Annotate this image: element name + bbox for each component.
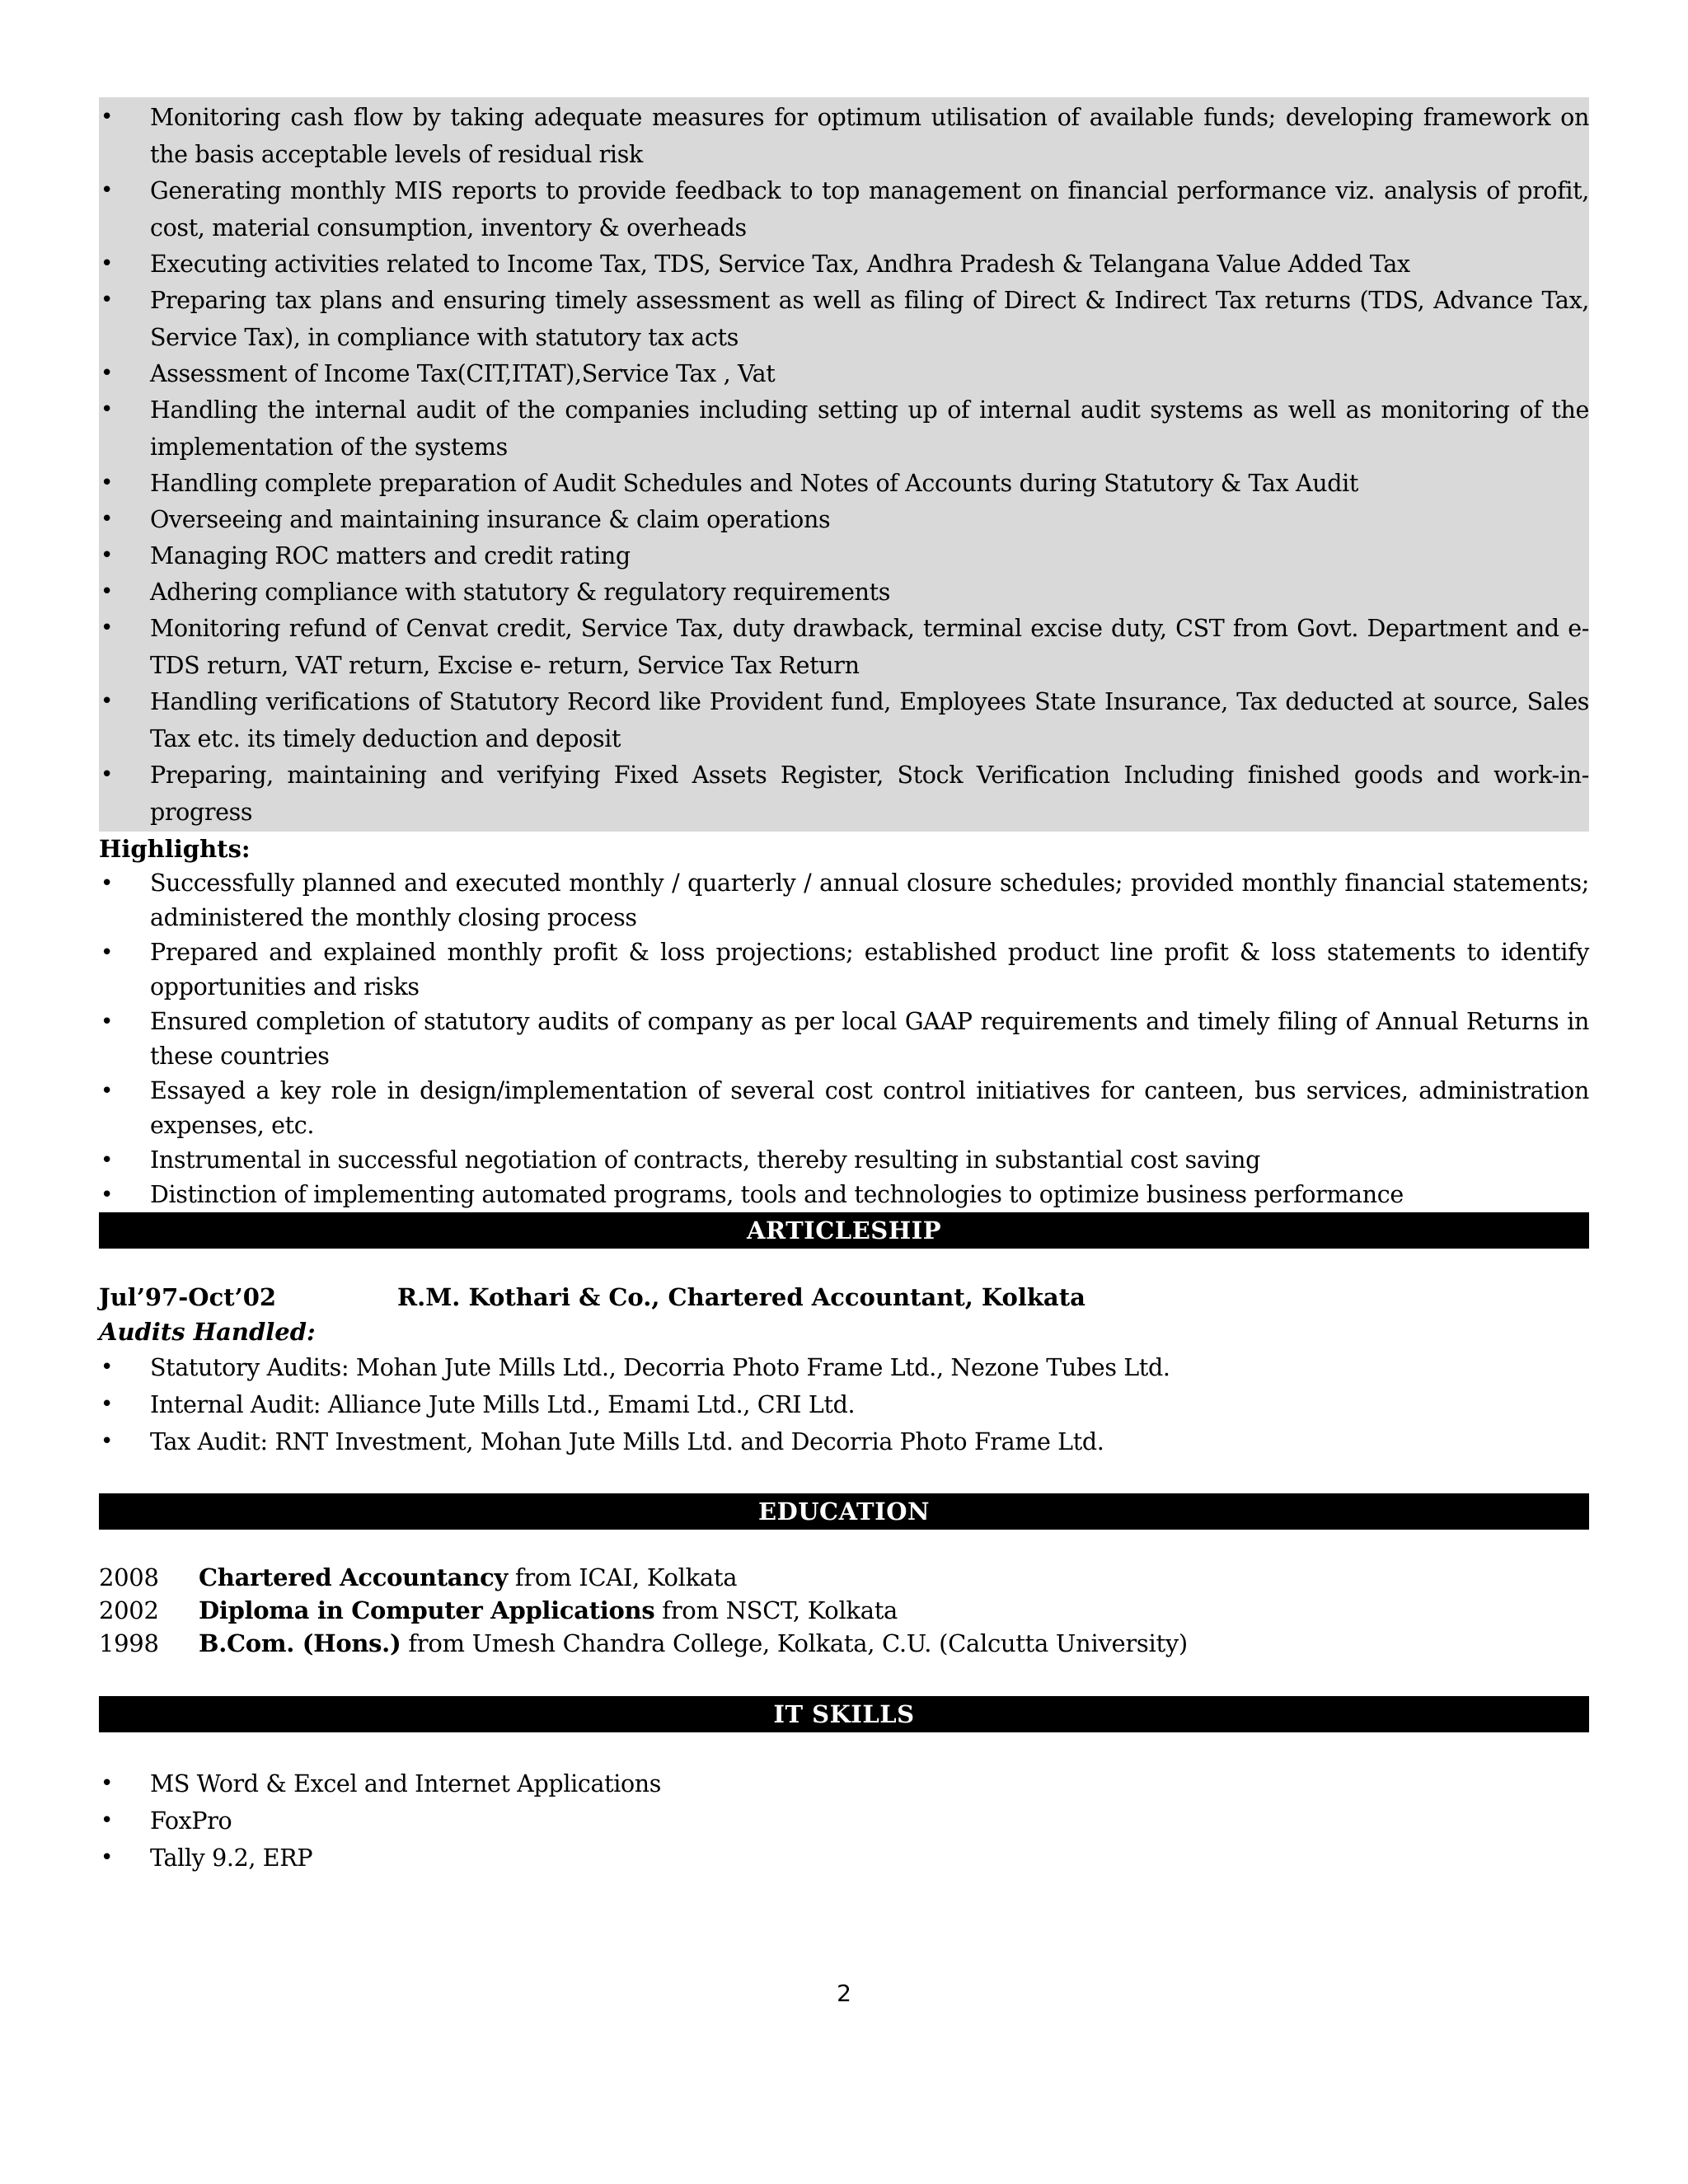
bullet-icon: •: [101, 1392, 113, 1417]
resume-page: [99, 97, 1589, 1877]
bullet-icon: •: [101, 471, 113, 495]
it-skills-list: [99, 1765, 1589, 1877]
bullet-icon: •: [101, 1355, 113, 1380]
list-item: • Handling complete preparation of Audit Schedules and Notes of Accounts during Statutory & Tax Audit: [99, 465, 1589, 502]
page-number: 2: [837, 1980, 851, 2007]
list-item: • Tally 9.2, ERP: [99, 1840, 1589, 1877]
list-item: • Successfully planned and executed monthly / quarterly / annual closure schedules; provided monthly financial statements; administered the monthly closing process: [99, 866, 1589, 935]
bullet-icon: •: [101, 1845, 113, 1870]
responsibilities-list: [99, 99, 1589, 831]
education-detail: from ICAI, Kolkata: [508, 1563, 738, 1591]
list-item: • Executing activities related to Income Tax, TDS, Service Tax, Andhra Pradesh & Telangana Value Added Tax: [99, 246, 1589, 283]
list-item: • Statutory Audits: Mohan Jute Mills Ltd., Decorria Photo Frame Ltd., Nezone Tubes Ltd.: [99, 1349, 1589, 1386]
bullet-icon: •: [101, 762, 113, 787]
bullet-icon: •: [101, 689, 113, 714]
list-item: • Monitoring refund of Cenvat credit, Service Tax, duty drawback, terminal excise duty, CST from Govt. Department and e-TDS return, VAT return, Excise e- return, Service Tax Return: [99, 610, 1589, 684]
bullet-icon: •: [101, 507, 113, 532]
articleship-section-bar: ARTICLESHIP: [99, 1212, 1589, 1249]
articleship-firm: R.M. Kothari & Co., Chartered Accountant, Kolkata: [397, 1283, 1085, 1311]
bullet-icon: •: [101, 940, 113, 965]
it-skills-section-bar: IT SKILLS: [99, 1696, 1589, 1732]
bullet-icon: •: [101, 1183, 113, 1207]
bullet-icon: •: [101, 105, 113, 129]
bullet-icon: •: [101, 1429, 113, 1454]
bullet-icon: •: [101, 251, 113, 276]
education-row: [99, 1627, 1589, 1660]
audits-list: [99, 1349, 1589, 1460]
bullet-icon: •: [101, 871, 113, 896]
education-year: 2008: [99, 1563, 159, 1591]
list-item: • Handling verifications of Statutory Record like Provident fund, Employees State Insurance, Tax deducted at source, Sales Tax etc. its timely deduction and deposit: [99, 683, 1589, 757]
list-item: • Internal Audit: Alliance Jute Mills Ltd., Emami Ltd., CRI Ltd.: [99, 1386, 1589, 1423]
bullet-icon: •: [101, 579, 113, 604]
bullet-icon: •: [101, 397, 113, 422]
list-item: • Tax Audit: RNT Investment, Mohan Jute Mills Ltd. and Decorria Photo Frame Ltd.: [99, 1423, 1589, 1460]
bullet-icon: •: [101, 361, 113, 386]
list-item: • Monitoring cash flow by taking adequate measures for optimum utilisation of available funds; developing framework on the basis acceptable levels of residual risk: [99, 99, 1589, 173]
list-item: • Distinction of implementing automated programs, tools and technologies to optimize business performance: [99, 1178, 1589, 1212]
education-row: [99, 1561, 1589, 1594]
bullet-icon: •: [101, 178, 113, 203]
education-row: [99, 1594, 1589, 1627]
articleship-period: Jul’97-Oct’02: [99, 1283, 277, 1311]
bullet-icon: •: [101, 1771, 113, 1796]
list-item: • Essayed a key role in design/implementation of several cost control initiatives for canteen, bus services, administration expenses, etc.: [99, 1074, 1589, 1143]
responsibilities-block: [99, 97, 1589, 832]
list-item: • Overseeing and maintaining insurance & claim operations: [99, 501, 1589, 538]
education-degree: Chartered Accountancy: [199, 1563, 508, 1591]
highlights-heading: Highlights:: [99, 835, 251, 863]
education-year: 2002: [99, 1596, 159, 1624]
list-item: • Adhering compliance with statutory & regulatory requirements: [99, 574, 1589, 611]
list-item: • Prepared and explained monthly profit & loss projections; established product line profit & loss statements to identify opportunities and risks: [99, 935, 1589, 1005]
bullet-icon: •: [101, 1808, 113, 1833]
bullet-icon: •: [101, 543, 113, 568]
list-item: • Ensured completion of statutory audits of company as per local GAAP requirements and timely filing of Annual Returns in these countries: [99, 1005, 1589, 1074]
list-item: • MS Word & Excel and Internet Applications: [99, 1765, 1589, 1802]
highlights-list: [99, 866, 1589, 1212]
list-item: • Preparing tax plans and ensuring timely assessment as well as filing of Direct & Indirect Tax returns (TDS, Advance Tax, Service Tax), in compliance with statutory tax acts: [99, 282, 1589, 356]
articleship-job-line: [99, 1280, 1589, 1315]
list-item: • Assessment of Income Tax(CIT,ITAT),Service Tax , Vat: [99, 355, 1589, 392]
bullet-icon: •: [101, 288, 113, 312]
list-item: • Handling the internal audit of the companies including setting up of internal audit systems as well as monitoring of the implementation of the systems: [99, 391, 1589, 466]
bullet-icon: •: [101, 1010, 113, 1034]
list-item: • Preparing, maintaining and verifying Fixed Assets Register, Stock Verification Including finished goods and work-in-progress: [99, 757, 1589, 831]
list-item: • FoxPro: [99, 1802, 1589, 1840]
education-degree: Diploma in Computer Applications: [199, 1596, 655, 1624]
bullet-icon: •: [101, 1148, 113, 1173]
bullet-icon: •: [101, 616, 113, 640]
list-item: • Instrumental in successful negotiation of contracts, thereby resulting in substantial cost saving: [99, 1143, 1589, 1178]
education-detail: from NSCT, Kolkata: [654, 1596, 898, 1624]
list-item: • Generating monthly MIS reports to provide feedback to top management on financial performance viz. analysis of profit, cost, material consumption, inventory & overheads: [99, 172, 1589, 246]
education-year: 1998: [99, 1629, 159, 1657]
bullet-icon: •: [101, 1079, 113, 1104]
education-section-bar: EDUCATION: [99, 1493, 1589, 1530]
audits-heading: Audits Handled:: [99, 1318, 316, 1346]
education-detail: from Umesh Chandra College, Kolkata, C.U. (Calcutta University): [401, 1629, 1188, 1657]
education-degree: B.Com. (Hons.): [199, 1629, 401, 1657]
list-item: • Managing ROC matters and credit rating: [99, 537, 1589, 574]
